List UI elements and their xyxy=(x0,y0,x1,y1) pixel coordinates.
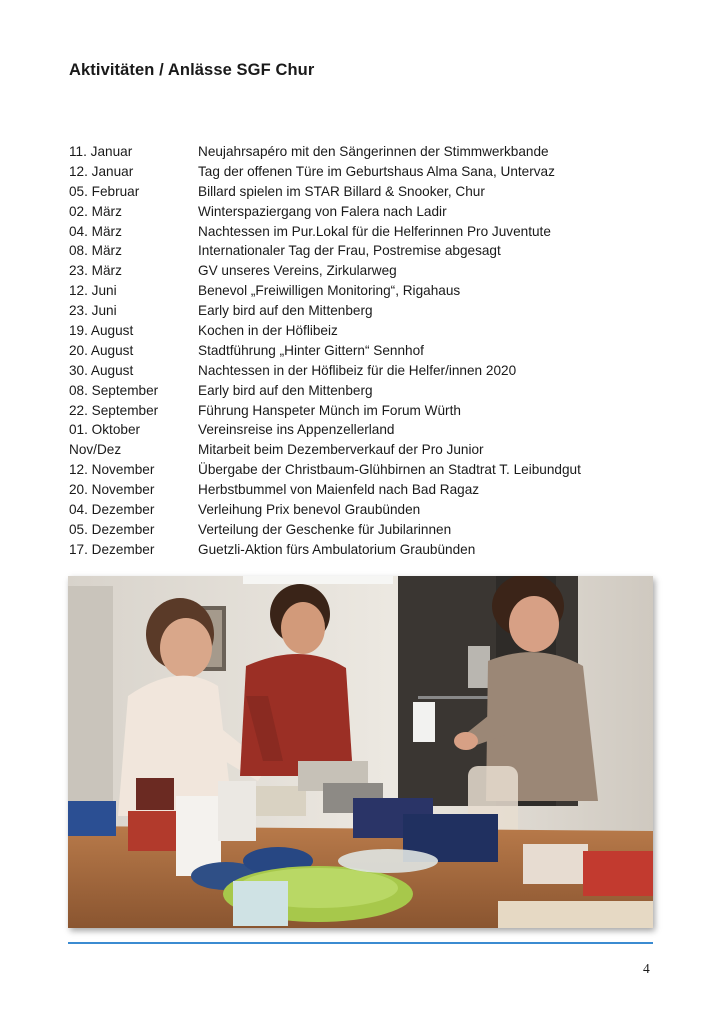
event-row xyxy=(69,261,669,281)
event-date: 05. Februar xyxy=(69,183,140,199)
event-row xyxy=(69,301,669,321)
page-number: 4 xyxy=(643,961,650,976)
event-date: 05. Dezember xyxy=(69,521,155,537)
event-description: Guetzli-Aktion fürs Ambulatorium Graubünden xyxy=(198,541,476,557)
event-row xyxy=(69,480,669,500)
event-row xyxy=(69,182,669,202)
event-description: Benevol „Freiwilligen Monitoring“, Rigahaus xyxy=(198,283,461,299)
event-date: 08. September xyxy=(69,382,159,398)
event-description: Übergabe der Christbaum-Glühbirnen an Stadtrat T. Leibundgut xyxy=(198,462,581,478)
event-date: 02. März xyxy=(69,203,122,219)
event-date: 11. Januar xyxy=(69,144,133,159)
event-date: 19. August xyxy=(69,323,134,339)
event-photo xyxy=(68,576,653,928)
event-description: Verteilung der Geschenke für Jubilarinnen xyxy=(198,521,452,537)
event-description: Winterspaziergang von Falera nach Ladir xyxy=(198,203,447,219)
event-description: Vereinsreise ins Appenzellerland xyxy=(198,422,395,438)
event-date: 22. September xyxy=(69,402,159,418)
event-row xyxy=(69,460,669,480)
footer-rule xyxy=(68,942,653,944)
event-description: Führung Hanspeter Münch im Forum Würth xyxy=(198,402,461,418)
event-row xyxy=(69,500,669,520)
page-title: Aktivitäten / Anlässe SGF Chur xyxy=(69,61,315,79)
event-description: Herbstbummel von Maienfeld nach Bad Ragaz xyxy=(198,482,480,498)
event-description: Billard spielen im STAR Billard & Snooker, Chur xyxy=(198,183,485,199)
event-row xyxy=(69,241,669,261)
event-date: 08. März xyxy=(69,243,122,259)
event-row xyxy=(69,321,669,341)
event-date: 23. März xyxy=(69,263,122,279)
event-date: 23. Juni xyxy=(69,303,117,319)
event-date: 12. Juni xyxy=(69,283,117,299)
event-description: GV unseres Vereins, Zirkularweg xyxy=(198,263,397,279)
event-row xyxy=(69,222,669,242)
event-row xyxy=(69,361,669,381)
event-row xyxy=(69,341,669,361)
event-row xyxy=(69,381,669,401)
event-date: 04. Dezember xyxy=(69,502,155,518)
event-row xyxy=(69,420,669,440)
event-row xyxy=(69,540,669,560)
event-date: 12. November xyxy=(69,462,155,478)
event-date: 04. März xyxy=(69,223,122,239)
event-description: Early bird auf den Mittenberg xyxy=(198,382,373,398)
event-description: Internationaler Tag der Frau, Postremise abgesagt xyxy=(198,243,501,259)
photo-illustration xyxy=(68,576,653,928)
event-description: Mitarbeit beim Dezemberverkauf der Pro Junior xyxy=(198,442,484,458)
event-description: Early bird auf den Mittenberg xyxy=(198,303,373,319)
event-description: Nachtessen in der Höflibeiz für die Helfer/innen 2020 xyxy=(198,362,517,378)
event-description: Neujahrsapéro mit den Sängerinnen der Stimmwerkbande xyxy=(198,144,549,159)
event-date: 20. August xyxy=(69,342,134,358)
event-row xyxy=(69,440,669,460)
event-date: 12. Januar xyxy=(69,163,134,179)
event-row xyxy=(69,142,669,162)
event-date: 17. Dezember xyxy=(69,541,155,557)
event-date: Nov/Dez xyxy=(69,442,122,458)
event-row xyxy=(69,202,669,222)
event-description: Nachtessen im Pur.Lokal für die Helferinnen Pro Juventute xyxy=(198,223,551,239)
event-date: 20. November xyxy=(69,482,155,498)
event-description: Stadtführung „Hinter Gittern“ Sennhof xyxy=(198,342,424,358)
event-row xyxy=(69,281,669,301)
event-description: Kochen in der Höflibeiz xyxy=(198,323,338,339)
event-list xyxy=(69,142,669,560)
event-date: 30. August xyxy=(69,362,134,378)
event-row xyxy=(69,162,669,182)
event-description: Tag der offenen Türe im Geburtshaus Alma Sana, Untervaz xyxy=(198,163,555,179)
event-date: 01. Oktober xyxy=(69,422,141,438)
event-description: Verleihung Prix benevol Graubünden xyxy=(198,502,421,518)
event-row xyxy=(69,401,669,421)
event-row xyxy=(69,520,669,540)
